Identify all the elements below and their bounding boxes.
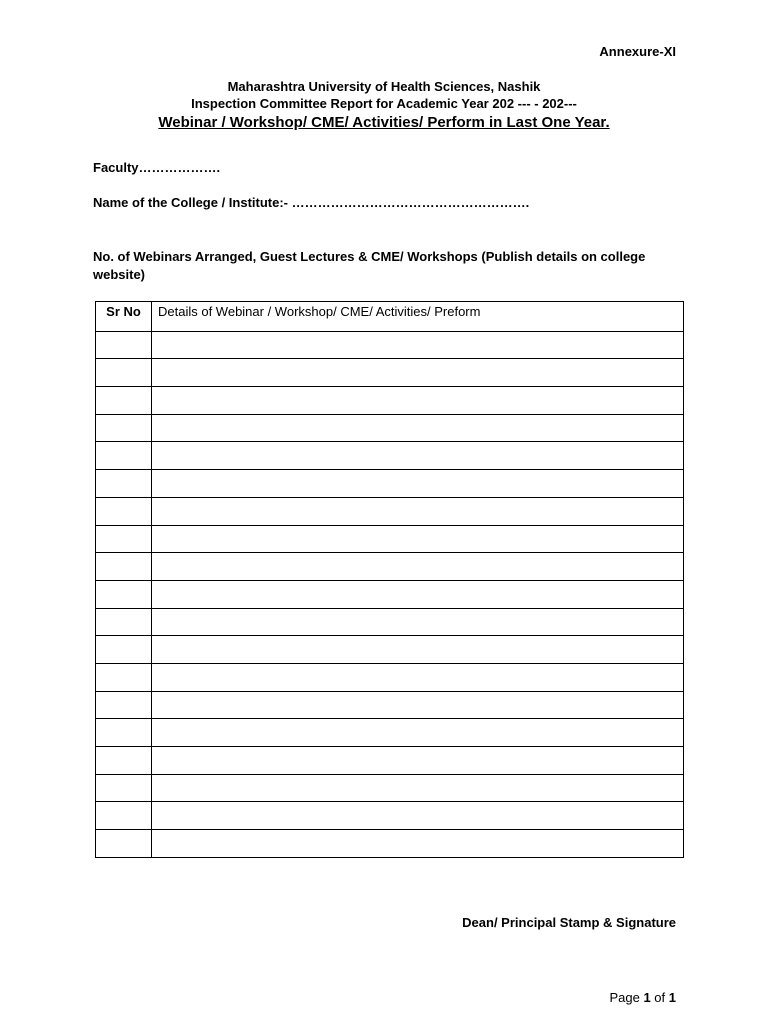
table-row: [96, 553, 684, 581]
sr-no-cell: [96, 442, 152, 470]
sr-no-cell: [96, 525, 152, 553]
table-row: [96, 774, 684, 802]
intro-text: No. of Webinars Arranged, Guest Lectures & CME/ Workshops (Publish details on college website): [93, 249, 646, 282]
table-row: [96, 608, 684, 636]
sr-no-cell: [96, 663, 152, 691]
sr-no-cell: [96, 691, 152, 719]
sr-no-cell: [96, 802, 152, 830]
sr-no-cell: [96, 774, 152, 802]
table-row: [96, 636, 684, 664]
details-cell: [152, 525, 684, 553]
details-cell: [152, 636, 684, 664]
details-cell: [152, 497, 684, 525]
university-name: Maharashtra University of Health Sciences, Nashik: [227, 79, 541, 94]
details-cell: [152, 359, 684, 387]
table-row: [96, 525, 684, 553]
details-cell: [152, 470, 684, 498]
signature-label: Dean/ Principal Stamp & Signature: [462, 915, 676, 930]
details-cell: [152, 553, 684, 581]
table-row: [96, 442, 684, 470]
report-title: Inspection Committee Report for Academic Year 202 --- - 202---: [191, 96, 577, 111]
table-row: [96, 747, 684, 775]
table-row: [96, 802, 684, 830]
table-row: [96, 331, 684, 359]
sr-no-cell: [96, 608, 152, 636]
faculty-field: Faculty……………….: [93, 160, 221, 175]
form-title: Webinar / Workshop/ CME/ Activities/ Perform in Last One Year.: [158, 114, 610, 131]
table-header-row: [96, 302, 684, 332]
details-cell: [152, 747, 684, 775]
sr-no-cell: [96, 470, 152, 498]
table-row: [96, 414, 684, 442]
page-number: [609, 990, 676, 1005]
table-row: [96, 470, 684, 498]
sr-no-cell: [96, 580, 152, 608]
sr-no-cell: [96, 497, 152, 525]
college-field: Name of the College / Institute:- ……………………………………………….: [93, 195, 530, 210]
table-row: [96, 497, 684, 525]
details-cell: [152, 414, 684, 442]
activities-table: [95, 301, 684, 858]
table-row: [96, 719, 684, 747]
table-body: [96, 331, 684, 857]
details-cell: [152, 802, 684, 830]
sr-no-cell: [96, 636, 152, 664]
sr-no-cell: [96, 553, 152, 581]
column-header-details: Details of Webinar / Workshop/ CME/ Activities/ Preform: [152, 302, 684, 332]
page-label: Page: [609, 990, 640, 1005]
details-cell: [152, 663, 684, 691]
table-row: [96, 580, 684, 608]
sr-no-cell: [96, 830, 152, 858]
table-row: [96, 359, 684, 387]
details-cell: [152, 580, 684, 608]
annexure-label: Annexure-XI: [599, 44, 676, 59]
sr-no-cell: [96, 387, 152, 415]
details-cell: [152, 719, 684, 747]
page-of: of: [654, 990, 666, 1005]
sr-no-cell: [96, 414, 152, 442]
page-current: 1: [643, 990, 651, 1005]
details-cell: [152, 774, 684, 802]
sr-no-cell: [96, 359, 152, 387]
details-cell: [152, 608, 684, 636]
details-cell: [152, 331, 684, 359]
details-cell: [152, 442, 684, 470]
details-cell: [152, 691, 684, 719]
column-header-sr-no: Sr No: [96, 302, 152, 332]
table-row: [96, 663, 684, 691]
page-total: 1: [668, 990, 676, 1005]
document-header: [0, 78, 768, 133]
details-cell: [152, 830, 684, 858]
sr-no-cell: [96, 747, 152, 775]
sr-no-cell: [96, 331, 152, 359]
table-row: [96, 387, 684, 415]
table-row: [96, 830, 684, 858]
table-row: [96, 691, 684, 719]
sr-no-cell: [96, 719, 152, 747]
details-cell: [152, 387, 684, 415]
